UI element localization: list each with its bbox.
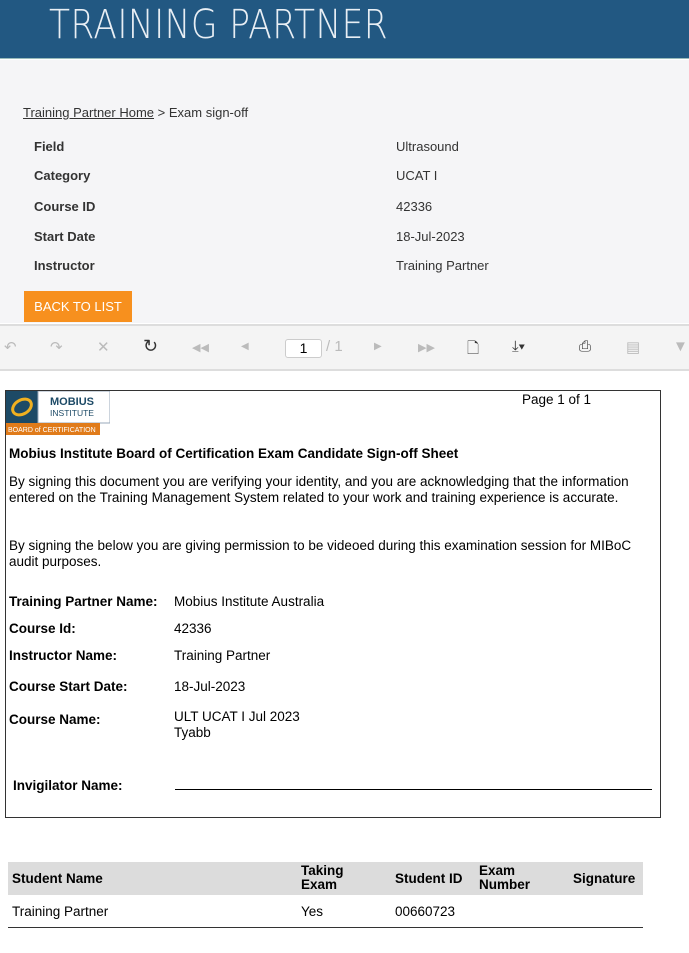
video-permission-paragraph: By signing the below you are giving permission to be videoed during this examination session for MIBoC audit purposes.: [9, 538, 632, 569]
info-value: 42336: [396, 199, 433, 214]
breadcrumb-separator: >: [157, 105, 166, 120]
save-icon[interactable]: ▤: [626, 339, 641, 356]
close-icon[interactable]: ✕: [97, 339, 110, 356]
course-name: ULT UCAT I Jul 2023 Tyabb: [174, 709, 300, 740]
taking-exam: Yes: [301, 904, 324, 919]
student-name: Training Partner: [12, 904, 109, 919]
course-start-date: 18-Jul-2023: [174, 679, 246, 694]
page-indicator: Page 1 of 1: [522, 392, 592, 407]
undo-icon[interactable]: ↶: [4, 339, 17, 356]
field-label: Training Partner Name:: [9, 594, 158, 609]
info-label: Field: [34, 139, 65, 154]
breadcrumb: [23, 105, 248, 120]
column-header: Student ID: [395, 871, 463, 886]
column-header: Student Name: [12, 871, 103, 886]
table-header: [8, 862, 643, 895]
info-label: Category: [34, 168, 91, 183]
app-header: [0, 0, 689, 59]
document-icon[interactable]: 🗋: [467, 340, 480, 357]
mobius-logo: [6, 391, 110, 435]
print-icon[interactable]: ⎙: [579, 338, 592, 355]
student-id: 00660723: [395, 904, 456, 919]
student-table: [8, 862, 643, 928]
training-partner-name: Mobius Institute Australia: [174, 594, 325, 609]
back-to-list-button[interactable]: BACK TO LIST: [24, 291, 132, 322]
column-header: Taking Exam: [301, 863, 344, 892]
table-row: [8, 895, 643, 928]
next-page-icon[interactable]: ▶: [374, 341, 382, 352]
info-label: Start Date: [34, 229, 96, 244]
field-label: Course Start Date:: [9, 679, 128, 694]
info-value: Training Partner: [396, 258, 489, 273]
svg-text:INSTITUTE: INSTITUTE: [50, 408, 94, 418]
redo-icon[interactable]: ↷: [50, 339, 63, 356]
report-page: [5, 390, 661, 818]
report-title: Mobius Institute Board of Certification Exam Candidate Sign-off Sheet: [9, 446, 459, 461]
page-number-input[interactable]: 1: [285, 339, 322, 358]
first-page-icon[interactable]: ◀◀: [192, 342, 209, 354]
info-value: Ultrasound: [396, 139, 459, 154]
info-value: UCAT I: [396, 168, 438, 183]
breadcrumb-current: Exam sign-off: [168, 105, 249, 120]
svg-text:BOARD of CERTIFICATION: BOARD of CERTIFICATION: [8, 427, 96, 434]
field-label: Course Id:: [9, 621, 76, 636]
app-title: TRAINING PARTNER: [49, 2, 389, 48]
column-header: Exam Number: [479, 863, 531, 892]
export-icon[interactable]: ⤓▾: [512, 338, 525, 355]
info-value: 18-Jul-2023: [396, 229, 465, 244]
field-label: Course Name:: [9, 712, 101, 727]
invigilator-label: Invigilator Name:: [13, 778, 123, 793]
breadcrumb-home-link[interactable]: Training Partner Home: [23, 105, 155, 120]
previous-page-icon[interactable]: ◀: [241, 341, 249, 352]
refresh-icon[interactable]: ↻: [143, 336, 159, 356]
column-header: Signature: [573, 871, 636, 886]
filter-icon[interactable]: ▼: [673, 338, 688, 355]
page-count: / 1: [326, 338, 343, 355]
svg-text:MOBIUS: MOBIUS: [50, 396, 94, 408]
instructor-name: Training Partner: [174, 648, 271, 663]
field-label: Instructor Name:: [9, 648, 118, 663]
content-area: [0, 60, 689, 323]
report-toolbar: [0, 324, 689, 371]
info-label: Course ID: [34, 199, 96, 214]
course-id: 42336: [174, 621, 212, 636]
identity-paragraph: By signing this document you are verifying your identity, and you are acknowledging that the information entered on the Training Management System related to your work and training experience is accurate.: [9, 474, 629, 505]
info-label: Instructor: [34, 258, 95, 273]
invigilator-signature-line: [175, 789, 652, 790]
last-page-icon[interactable]: ▶▶: [418, 342, 435, 354]
